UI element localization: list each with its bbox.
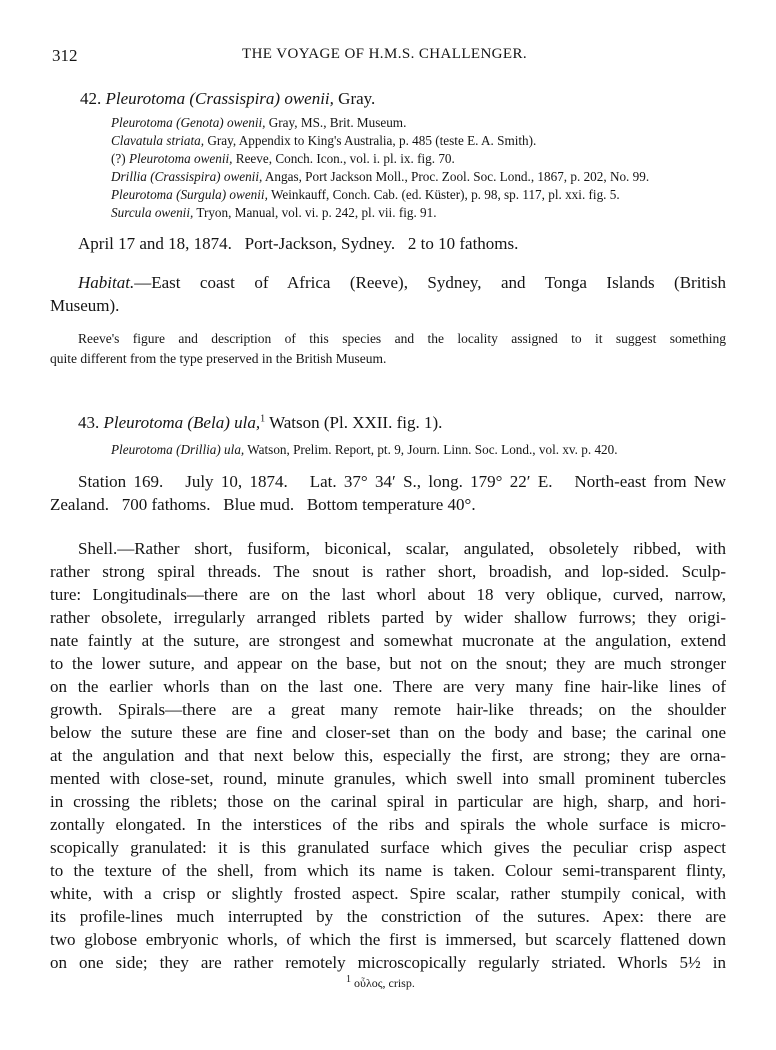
description-line: on the earlier whorls than on the last one. There are very many fine hair-like lines of xyxy=(50,677,726,696)
synonym-reference: Weinkauff, Conch. Cab. (ed. Küster), p. 98, sp. 117, pl. xxi. fig. 5. xyxy=(267,187,620,202)
species-author: Gray. xyxy=(338,89,376,108)
running-title: THE VOYAGE OF H.M.S. CHALLENGER. xyxy=(242,46,528,62)
synonym-reference: Tryon, Manual, vol. vi. p. 242, pl. vii. fig. 91. xyxy=(193,205,437,220)
description-line: to the lower suture, and appear on the base, but not on the snout; they are much stronger xyxy=(50,654,726,673)
synonym-reference: Angas, Port Jackson Moll., Proc. Zool. Soc. Lond., 1867, p. 202, No. 99. xyxy=(262,169,650,184)
footnote xyxy=(346,974,415,991)
species-author: Watson (Pl. XXII. fig. 1). xyxy=(269,413,443,432)
species-number: 43. xyxy=(78,413,100,432)
synonym-entry xyxy=(111,114,649,132)
habitat-label: Habitat. xyxy=(78,273,135,292)
description-line: below the suture these are fine and closer-set than on the body and base; the carinal one xyxy=(50,723,726,742)
synonym-reference: Reeve, Conch. Icon., vol. i. pl. ix. fig. 70. xyxy=(232,151,455,166)
description-line: Shell.—Rather short, fusiform, biconical, scalar, angulated, obsoletely ribbed, with xyxy=(78,539,726,558)
habitat-paragraph xyxy=(50,271,726,317)
species-number: 42. xyxy=(80,89,102,108)
synonym-query-mark: (?) xyxy=(111,151,129,166)
description-line: ture: Longitudinals—there are on the last whorl about 18 very oblique, curved, narrow, xyxy=(50,585,726,604)
synonym-name: Drillia (Crassispira) owenii, xyxy=(111,169,263,184)
synonym-entry xyxy=(111,150,649,168)
description-line: at the angulation and that next below this, especially the first, are strong; they are orna- xyxy=(50,746,726,765)
note-line: quite different from the type preserved in the British Museum. xyxy=(50,351,387,366)
note-line: Reeve's figure and description of this species and the locality assigned to it suggest something xyxy=(78,331,726,346)
description-line: white, with a crisp or slightly frosted aspect. Spire scalar, rather stumpily conical, with xyxy=(50,884,726,903)
description-line: on one side; they are rather remotely microscopically regularly striated. Whorls 5½ in xyxy=(50,953,726,972)
synonym-name: Pleurotoma (Surgula) owenii, xyxy=(111,187,268,202)
description-line: rather strong spiral threads. The snout is rather short, broadish, and lop-sided. Sculp- xyxy=(50,562,726,581)
page-number: 312 xyxy=(52,46,78,65)
description-line: growth. Spirals—there are a great many remote hair-like threads; on the shoulder xyxy=(50,700,726,719)
description-line: zontally elongated. In the interstices of the ribs and spirals the whole surface is micro- xyxy=(50,815,726,834)
footnote-mark: 1 xyxy=(346,974,351,985)
species-name: owenii, xyxy=(284,89,334,108)
station-paragraph xyxy=(50,470,726,516)
synonym-entry xyxy=(111,204,649,222)
synonym-entry xyxy=(111,132,649,150)
description-line: in crossing the riblets; those on the carinal spiral in particular are high, sharp, and hori- xyxy=(50,792,726,811)
synonym-entry xyxy=(111,168,649,186)
footnote-marker: 1 xyxy=(260,413,266,425)
synonym-entry xyxy=(111,441,618,459)
description-line: nate faintly at the suture, are strongest and somewhat mucronate at the angulation, extend xyxy=(50,631,726,650)
footnote-text: οὖλος, crisp. xyxy=(354,976,415,990)
subgenus-name: (Bela) xyxy=(187,413,230,432)
description-line: to the texture of the shell, from which its name is taken. Colour semi-transparent flinty, xyxy=(50,861,726,880)
station-line: Zealand. 700 fathoms. Blue mud. Bottom temperature 40°. xyxy=(50,495,476,514)
habitat-text: —East coast of Africa (Reeve), Sydney, and Tonga Islands (British xyxy=(134,273,726,292)
synonym-name: Clavatula striata, xyxy=(111,133,205,148)
synonym-name: Pleurotoma (Genota) owenii, xyxy=(111,115,266,130)
station-line: April 17 and 18, 1874. Port-Jackson, Sydney. 2 to 10 fathoms. xyxy=(78,234,519,253)
synonym-reference: Gray, Appendix to King's Australia, p. 485 (teste E. A. Smith). xyxy=(204,133,537,148)
species-name: ula, xyxy=(234,413,261,432)
description-line: mented with close-set, round, minute granules, which swell into small prominent tubercles xyxy=(50,769,726,788)
synonym-entry xyxy=(111,186,649,204)
synonymy-list xyxy=(111,114,649,222)
synonym-name: Pleurotoma (Drillia) ula, xyxy=(111,442,245,457)
habitat-line: Museum). xyxy=(50,296,120,315)
description-line: two globose embryonic whorls, of which the first is immersed, but scarcely flattened down xyxy=(50,930,726,949)
synonym-reference: Gray, MS., Brit. Museum. xyxy=(265,115,407,130)
description-paragraph xyxy=(50,537,726,974)
species-43-heading xyxy=(78,413,442,433)
synonym-reference: Watson, Prelim. Report, pt. 9, Journ. Linn. Soc. Lond., vol. xv. p. 420. xyxy=(244,442,618,457)
description-line: scopically granulated: it is this granulated surface which gives the peculiar crisp aspect xyxy=(50,838,726,857)
synonym-name: Pleurotoma owenii, xyxy=(128,151,233,166)
genus-name: Pleurotoma xyxy=(103,413,184,432)
habitat-line xyxy=(50,271,726,294)
synonym-name: Surcula owenii, xyxy=(111,205,194,220)
description-line: rather obsolete, irregularly arranged riblets parted by wider shallow furrows; they origi- xyxy=(50,608,726,627)
station-line: Station 169. July 10, 1874. Lat. 37° 34′ S., long. 179° 22′ E. North-east from New xyxy=(78,472,726,491)
subgenus-name: (Crassispira) xyxy=(189,89,281,108)
species-42-heading xyxy=(80,89,375,109)
genus-name: Pleurotoma xyxy=(105,89,186,108)
note-paragraph xyxy=(50,329,726,369)
description-line: its profile-lines much interrupted by the constriction of the sutures. Apex: there are xyxy=(50,907,726,926)
